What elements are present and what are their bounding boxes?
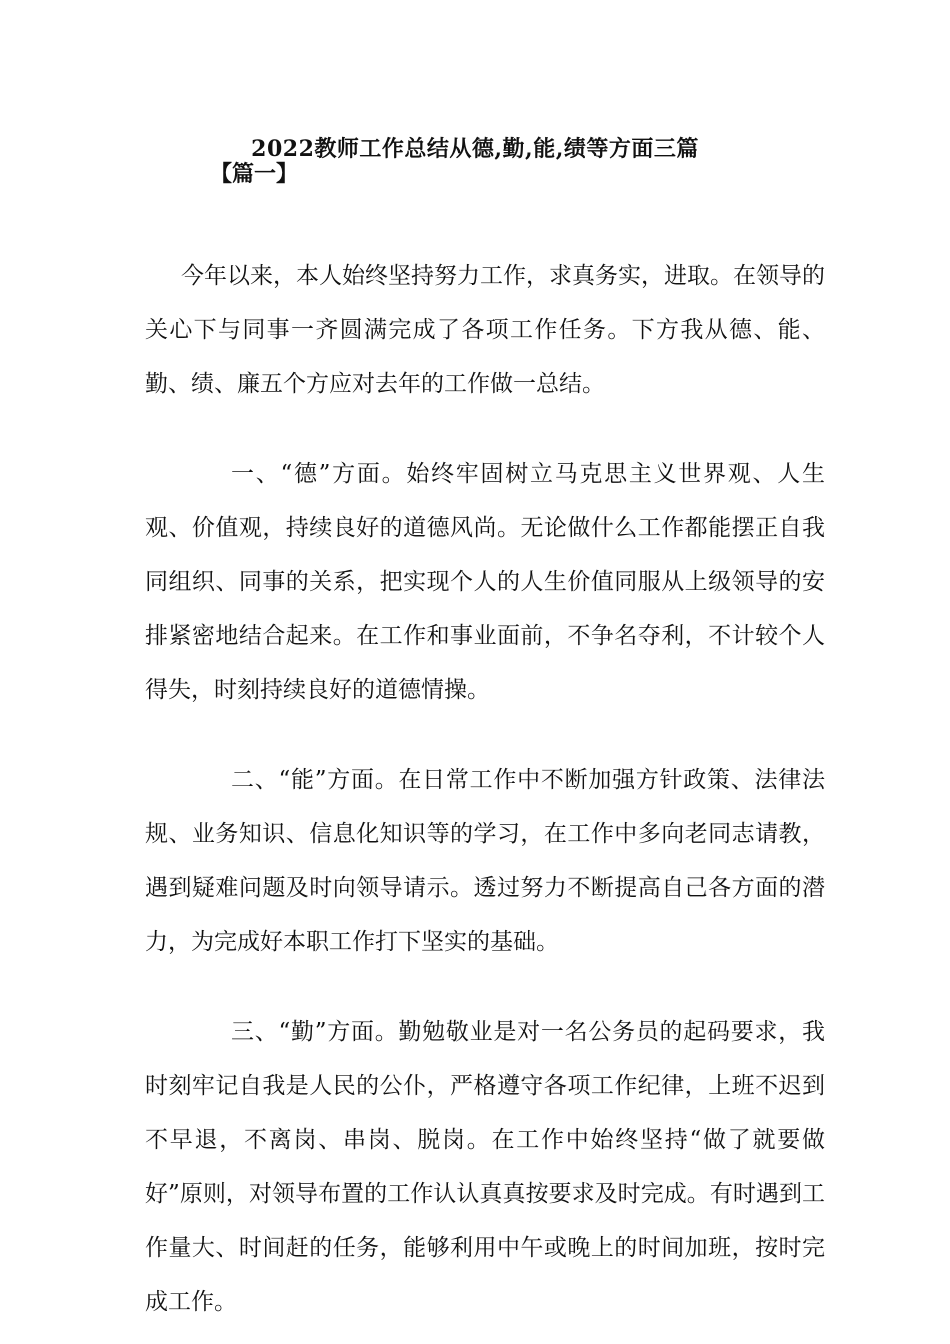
document-title: 2022教师工作总结从德,勤,能,绩等方面三篇 (251, 136, 699, 162)
paragraph-diligence: 三、“勤”方面。勤勉敬业是对一名公务员的起码要求，我时刻牢记自我是人民的公仆，严格遵守各项工作纪律，上班不迟到不早退，不离岗、串岗、脱岗。在工作中始终坚持“做了就要做好”原则，对领导布置的工作认认真真按要求及时完成。有时遇到工作量大、时间赶的任务，能够利用中午或晚上的时间加班，按时完成工作。 (145, 1019, 825, 1315)
section-heading: 【篇一】 (210, 161, 299, 187)
paragraph-ability: 二、“能”方面。在日常工作中不断加强方针政策、法律法规、业务知识、信息化知识等的学习，在工作中多向老同志请教，遇到疑难问题及时向领导请示。透过努力不断提高自己各方面的潜力，为完成好本职工作打下坚实的基础。 (145, 767, 825, 955)
paragraph-virtue: 一、“德”方面。始终牢固树立马克思主义世界观、人生观、价值观，持续良好的道德风尚。无论做什么工作都能摆正自我同组织、同事的关系，把实现个人的人生价值同服从上级领导的安排紧密地结合起来。在工作和事业面前，不争名夺利，不计较个人得失，时刻持续良好的道德情操。 (145, 461, 825, 703)
paragraph-intro: 今年以来，本人始终坚持努力工作，求真务实，进取。在领导的关心下与同事一齐圆满完成了各项工作任务。下方我从德、能、勤、绩、廉五个方应对去年的工作做一总结。 (145, 263, 825, 397)
document-body (145, 249, 825, 1329)
